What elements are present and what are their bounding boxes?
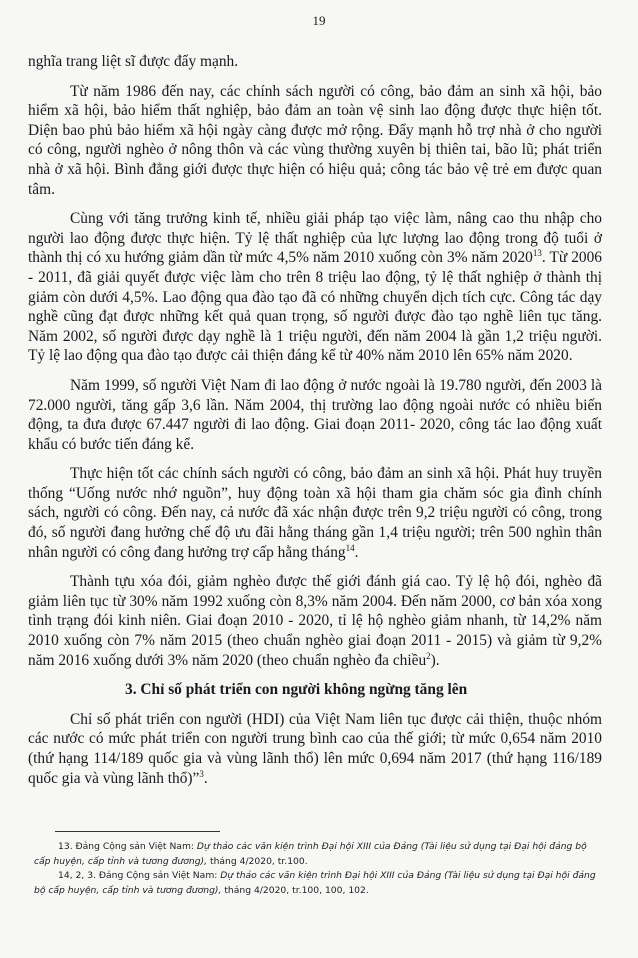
page-number: 19 bbox=[312, 13, 326, 28]
footnote-title: Dự thảo các văn kiện trình Đại hội XIII của Đảng (Tài liệu sử dụng tại Đại hội đảng bộ cấp huyện, cấp tỉnh và tương đương), bbox=[34, 870, 596, 896]
paragraph-text: . Từ 2006 - 2011, đã giải quyết được việc làm cho trên 8 triệu lao động, tỷ lệ thất nghiệp ở thành thị giảm còn dưới 4,5%. Lao động qua đào tạo đã có những chuyển dịch tích cực. Công tác dạy nghề cũng đạt được những kết quả quan trọng, số người được đào tạo nghề liên tục tăng. Năm 2002, số người được dạy nghề là 1 triệu người, đến năm 2004 là gần 1,2 triệu người. Tỷ lệ lao động qua đào tạo được cải thiện đáng kể từ 40% năm 2010 lên 65% năm 2020. bbox=[28, 249, 602, 365]
paragraph-labor-export: Năm 1999, số người Việt Nam đi lao động ở nước ngoài là 19.780 người, đến 2003 là 72.000 người, tăng gấp 3,6 lần. Năm 2004, thị trường lao động ngoài nước có nhiều biến động, ta đưa được 67.447 người đi lao động. Giai đoạn 2011- 2020, công tác lao động xuất khẩu có bước tiến đáng kể. bbox=[28, 376, 602, 453]
paragraph-text: . bbox=[354, 543, 359, 561]
paragraph-text: Thành tựu xóa đói, giảm nghèo được thế giới đánh giá cao. Tỷ lệ hộ đói, nghèo đã giảm liên tục từ 30% năm 1992 xuống còn 8,3% năm 2004. Đến năm 2000, cơ bản xóa xong tình trạng đói kinh niên. Giai đoạn 2010 - 2020, tỉ lệ hộ nghèo giảm nhanh, từ 14,2% năm 2010 xuống còn 7% năm 2015 (theo chuẩn nghèo giai đoạn 2011 - 2015) và giảm từ 9,2% năm 2016 xuống dưới 3% năm 2020 (theo chuẩn nghèo đa chiều bbox=[28, 573, 602, 669]
paragraph-text: Cùng với tăng trưởng kinh tế, nhiều giải pháp tạo việc làm, nâng cao thu nhập cho người lao động được thực hiện. Tỷ lệ thất nghiệp của lực lượng lao động trong độ tuổi ở thành thị có xu hướng giảm dần từ mức 4,5% năm 2010 xuống còn 3% năm 2020 bbox=[28, 210, 602, 267]
footnote-ref-3: 3 bbox=[199, 768, 204, 779]
footnote-source: 13. Đảng Cộng sản Việt Nam: bbox=[58, 841, 197, 852]
paragraph-poverty bbox=[28, 572, 602, 670]
footnote-title: Dự thảo các văn kiện trình Đại hội XIII của Đảng (Tài liệu sử dụng tại Đại hội đảng bộ cấp huyện, cấp tỉnh và tương đương), bbox=[34, 841, 587, 867]
paragraph-hdi bbox=[28, 710, 602, 788]
section-heading: 3. Chỉ số phát triển con người không ngừng tăng lên bbox=[125, 681, 468, 699]
paragraph-continuation: nghĩa trang liệt sĩ được đẩy mạnh. bbox=[28, 53, 239, 70]
footnote-page: tháng 4/2020, tr.100. bbox=[207, 855, 308, 867]
body-text bbox=[28, 52, 602, 798]
footnote-page: tháng 4/2020, tr.100, 100, 102. bbox=[221, 884, 369, 896]
paragraph-social-policy: Từ năm 1986 đến nay, các chính sách người có công, bảo đảm an sinh xã hội, bảo hiểm xã hội, bảo hiểm thất nghiệp, bảo đảm an toàn vệ sinh lao động được thực hiện tốt. Diện bao phủ bảo hiểm xã hội ngày càng được mở rộng. Đẩy mạnh hỗ trợ nhà ở cho người có công, người nghèo ở nông thôn và các vùng thường xuyên bị thiên tai, bão lũ; phát triển nhà ở xã hội. Bình đẳng giới được thực hiện có hiệu quả; công tác bảo vệ trẻ em được quan tâm. bbox=[28, 82, 602, 198]
footnote-ref-14: 14 bbox=[345, 542, 355, 553]
paragraph-meritorious bbox=[28, 464, 602, 562]
paragraph-text: ). bbox=[430, 651, 440, 669]
paragraph-text: . bbox=[203, 769, 208, 787]
footnote-13 bbox=[34, 840, 604, 869]
paragraph-text: Chỉ số phát triển con người (HDI) của Việt Nam liên tục được cải thiện, thuộc nhóm các nước có mức phát triển con người trung bình cao của thế giới; từ mức 0,654 năm 2010 (thứ hạng 114/189 quốc gia và vùng lãnh thổ) lên mức 0,694 năm 2017 (thứ hạng 116/189 quốc gia và vùng lãnh thổ)” bbox=[28, 710, 602, 787]
footnotes bbox=[34, 840, 604, 898]
footnote-source: 14, 2, 3. Đảng Cộng sản Việt Nam: bbox=[58, 870, 221, 881]
footnote-ref-2: 2 bbox=[426, 650, 431, 661]
paragraph-employment bbox=[28, 209, 602, 366]
footnote-ref-13: 13 bbox=[532, 248, 542, 259]
paragraph-text: Thực hiện tốt các chính sách người có công, bảo đảm an sinh xã hội. Phát huy truyền thống “Uống nước nhớ nguồn”, huy động toàn xã hội tham gia chăm sóc gia đình chính sách, người có công. Đến nay, cả nước đã xác nhận được trên 9,2 triệu người có công, trong đó, số người đang hưởng chế độ ưu đãi hằng tháng gần 1,4 triệu người; trên 500 nghìn thân nhân người có công đang hưởng trợ cấp hằng tháng bbox=[28, 465, 602, 561]
footnote-divider bbox=[55, 831, 220, 832]
footnote-14-2-3 bbox=[34, 869, 604, 898]
